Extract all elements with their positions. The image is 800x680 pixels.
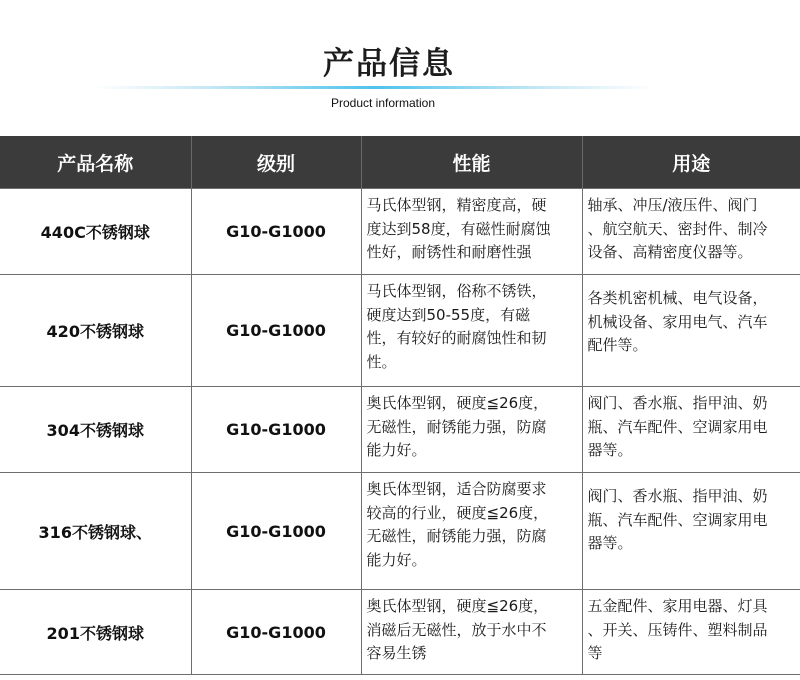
grade-cell: G10-G1000 [191, 590, 361, 675]
table-row [0, 275, 800, 387]
column-header-usage: 用途 [582, 136, 800, 189]
performance-cell: 奥氏体型钢，硬度≦26度， 无磁性，耐锈能力强，防腐 能力好。 [361, 387, 582, 473]
performance-cell: 奥氏体型钢，适合防腐要求 较高的行业，硬度≦26度， 无磁性，耐锈能力强，防腐 能力好。 [361, 473, 582, 590]
table-row [0, 590, 800, 675]
product-info-table [0, 136, 800, 675]
product-name-cell: 304不锈钢球 [0, 387, 191, 473]
page-subtitle: Product information [330, 96, 436, 110]
product-name-cell: 420不锈钢球 [0, 275, 191, 387]
page-title: 产品信息 [323, 46, 455, 82]
performance-cell: 马氏体型钢，俗称不锈铁， 硬度达到50-55度，有磁 性，有较好的耐腐蚀性和韧 性。 [361, 275, 582, 387]
grade-cell: G10-G1000 [191, 275, 361, 387]
usage-cell: 轴承、冲压/液压件、阀门 、航空航天、密封件、制冷 设备、高精密度仪器等。 [582, 189, 800, 275]
column-header-performance: 性能 [361, 136, 582, 189]
performance-cell: 马氏体型钢，精密度高，硬 度达到58度，有磁性耐腐蚀 性好，耐锈性和耐磨性强 [361, 189, 582, 275]
product-name-cell: 440C不锈钢球 [0, 189, 191, 275]
usage-cell: 各类机密机械、电气设备， 机械设备、家用电气、汽车 配件等。 [582, 275, 800, 387]
table-header-row [0, 136, 800, 189]
column-header-grade: 级别 [191, 136, 361, 189]
grade-cell: G10-G1000 [191, 189, 361, 275]
title-divider [95, 86, 655, 89]
usage-cell: 五金配件、家用电器、灯具 、开关、压铸件、塑料制品 等 [582, 590, 800, 675]
grade-cell: G10-G1000 [191, 473, 361, 590]
grade-cell: G10-G1000 [191, 387, 361, 473]
usage-cell: 阀门、香水瓶、指甲油、奶 瓶、汽车配件、空调家用电 器等。 [582, 387, 800, 473]
table-row [0, 189, 800, 275]
performance-cell: 奥氏体型钢，硬度≦26度， 消磁后无磁性，放于水中不 容易生锈 [361, 590, 582, 675]
usage-cell: 阀门、香水瓶、指甲油、奶 瓶、汽车配件、空调家用电 器等。 [582, 473, 800, 590]
product-name-cell: 201不锈钢球 [0, 590, 191, 675]
table-row [0, 387, 800, 473]
column-header-name: 产品名称 [0, 136, 191, 189]
product-name-cell: 316不锈钢球、 [0, 473, 191, 590]
table-row [0, 473, 800, 590]
